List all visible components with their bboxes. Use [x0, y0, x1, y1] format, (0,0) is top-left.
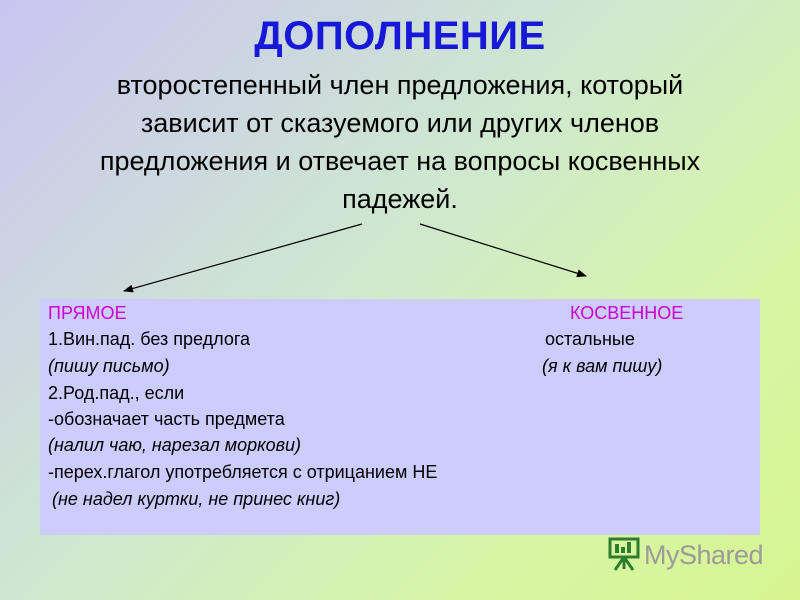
definition-line: второстепенный член предложения, который: [116, 70, 684, 100]
right-header: КОСВЕННОЕ: [570, 303, 684, 323]
presentation-board-icon: [606, 536, 644, 574]
left-arrow: [124, 224, 362, 291]
definition-line: зависит от сказуемого или других членов: [140, 108, 660, 138]
left-line: (не надел куртки, не принес книг): [52, 489, 341, 509]
right-arrow: [420, 224, 586, 276]
definition-line: предложения и отвечает на вопросы косвенных: [99, 146, 701, 176]
right-line: (я к вам пишу): [542, 356, 663, 376]
right-line: остальные: [545, 329, 635, 349]
slide-title: ДОПОЛНЕНИЕ: [254, 14, 546, 58]
content-box: [40, 299, 760, 535]
left-line: -перех.глагол употребляется с отрицанием НЕ: [48, 462, 438, 482]
left-line: 2.Род.пад., если: [48, 383, 185, 403]
left-line: 1.Вин.пад. без предлога: [48, 329, 251, 349]
myshared-logo: [606, 536, 763, 574]
left-line: (пишу письмо): [48, 356, 170, 376]
left-line: (налил чаю, нарезал моркови): [48, 435, 302, 455]
logo-text: MyShared: [644, 539, 764, 570]
definition-text: [40, 66, 760, 218]
left-line: -обозначает часть предмета: [48, 409, 285, 429]
definition-line: падежей.: [342, 184, 458, 214]
left-header: ПРЯМОЕ: [48, 303, 127, 323]
